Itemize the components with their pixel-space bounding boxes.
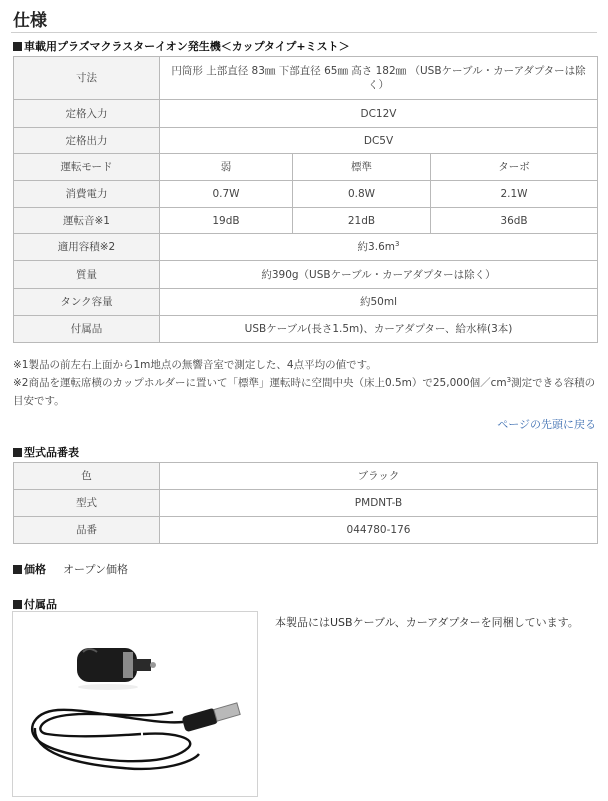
- row-label: 色: [14, 463, 160, 490]
- square-bullet-icon: [13, 600, 22, 609]
- model-heading-text: 型式品番表: [24, 446, 79, 459]
- table-row: [14, 128, 598, 154]
- row-label: 運転音※1: [14, 208, 160, 234]
- table-row: [14, 100, 598, 128]
- title-divider: [11, 32, 597, 33]
- footnote-2-text-end: 測定できる容積の目安です。: [13, 377, 596, 407]
- cell-weak: 19dB: [160, 208, 293, 234]
- row-label: 寸法: [14, 57, 160, 100]
- accessory-description: 本製品にはUSBケーブル、カーアダプターを同梱しています。: [275, 616, 579, 629]
- table-row: [14, 208, 598, 234]
- price-label: [13, 561, 46, 577]
- cell-weak: 0.7W: [160, 181, 293, 208]
- cell-turbo: 2.1W: [431, 181, 598, 208]
- table-row: [14, 517, 598, 544]
- row-label: 運転モード: [14, 154, 160, 181]
- row-value: 044780-176: [160, 517, 598, 544]
- square-bullet-icon: [13, 565, 22, 574]
- table-row: [14, 234, 598, 261]
- cell-weak: 弱: [160, 154, 293, 181]
- room-unit-superscript: 3: [394, 240, 400, 248]
- row-label: 定格出力: [14, 128, 160, 154]
- row-value: PMDNT-B: [160, 490, 598, 517]
- footnote-2-superscript: 3: [506, 376, 512, 384]
- footnote-2-text: ※2商品を運転席横のカップホルダーに置いて「標準」運転時に空間中央（床上0.5m）で25,000個／cm: [13, 377, 507, 389]
- accessory-section-heading: [13, 596, 57, 612]
- row-value: DC12V: [160, 100, 598, 128]
- row-value: 円筒形 上部直径 83㎜ 下部直径 65㎜ 高さ 182㎜ （USBケーブル・カーアダプターは除く）: [160, 57, 598, 100]
- footnote-2: [13, 374, 598, 410]
- table-row: [14, 289, 598, 316]
- price-value: オープン価格: [63, 563, 129, 576]
- footnotes: [13, 356, 598, 410]
- row-value: 約390g（USBケーブル・カーアダプターは除く）: [160, 261, 598, 289]
- row-label: 型式: [14, 490, 160, 517]
- cell-standard: 0.8W: [293, 181, 431, 208]
- row-value: 約50ml: [160, 289, 598, 316]
- table-row: [14, 57, 598, 100]
- row-label: タンク容量: [14, 289, 160, 316]
- row-label: 定格入力: [14, 100, 160, 128]
- table-row: [14, 463, 598, 490]
- row-value: [160, 234, 598, 261]
- table-row: [14, 261, 598, 289]
- model-section-heading: [13, 444, 79, 460]
- cell-standard: 21dB: [293, 208, 431, 234]
- table-row: [14, 316, 598, 343]
- cell-turbo: ターボ: [431, 154, 598, 181]
- back-to-top-link[interactable]: ページの先頭に戻る: [497, 418, 596, 431]
- row-value: USBケーブル(長さ1.5m)、カーアダプター、給水棒(3本): [160, 316, 598, 343]
- spec-heading-text: 車載用プラズマクラスターイオン発生機＜カップタイプ+ミスト＞: [24, 40, 350, 53]
- row-label: 付属品: [14, 316, 160, 343]
- footnote-1: ※1製品の前左右上面から1m地点の無響音室で測定した、4点平均の値です。: [13, 359, 377, 371]
- square-bullet-icon: [13, 448, 22, 457]
- row-label: 消費電力: [14, 181, 160, 208]
- table-row: [14, 154, 598, 181]
- accessory-photo: [12, 611, 258, 797]
- row-label: 質量: [14, 261, 160, 289]
- page-title: 仕様: [13, 11, 47, 31]
- spec-table: [13, 56, 598, 343]
- square-bullet-icon: [13, 42, 22, 51]
- row-value: DC5V: [160, 128, 598, 154]
- row-label: 適用容積※2: [14, 234, 160, 261]
- car-adapter-usb-cable-image: [13, 612, 258, 797]
- row-value: ブラック: [160, 463, 598, 490]
- cell-turbo: 36dB: [431, 208, 598, 234]
- room-value: 約3.6m: [357, 241, 395, 253]
- row-label: 品番: [14, 517, 160, 544]
- table-row: [14, 490, 598, 517]
- table-row: [14, 181, 598, 208]
- spec-section-heading: [13, 38, 350, 54]
- model-table: [13, 462, 598, 544]
- cell-standard: 標準: [293, 154, 431, 181]
- accessory-heading-text: 付属品: [24, 598, 57, 611]
- price-label-text: 価格: [24, 563, 46, 576]
